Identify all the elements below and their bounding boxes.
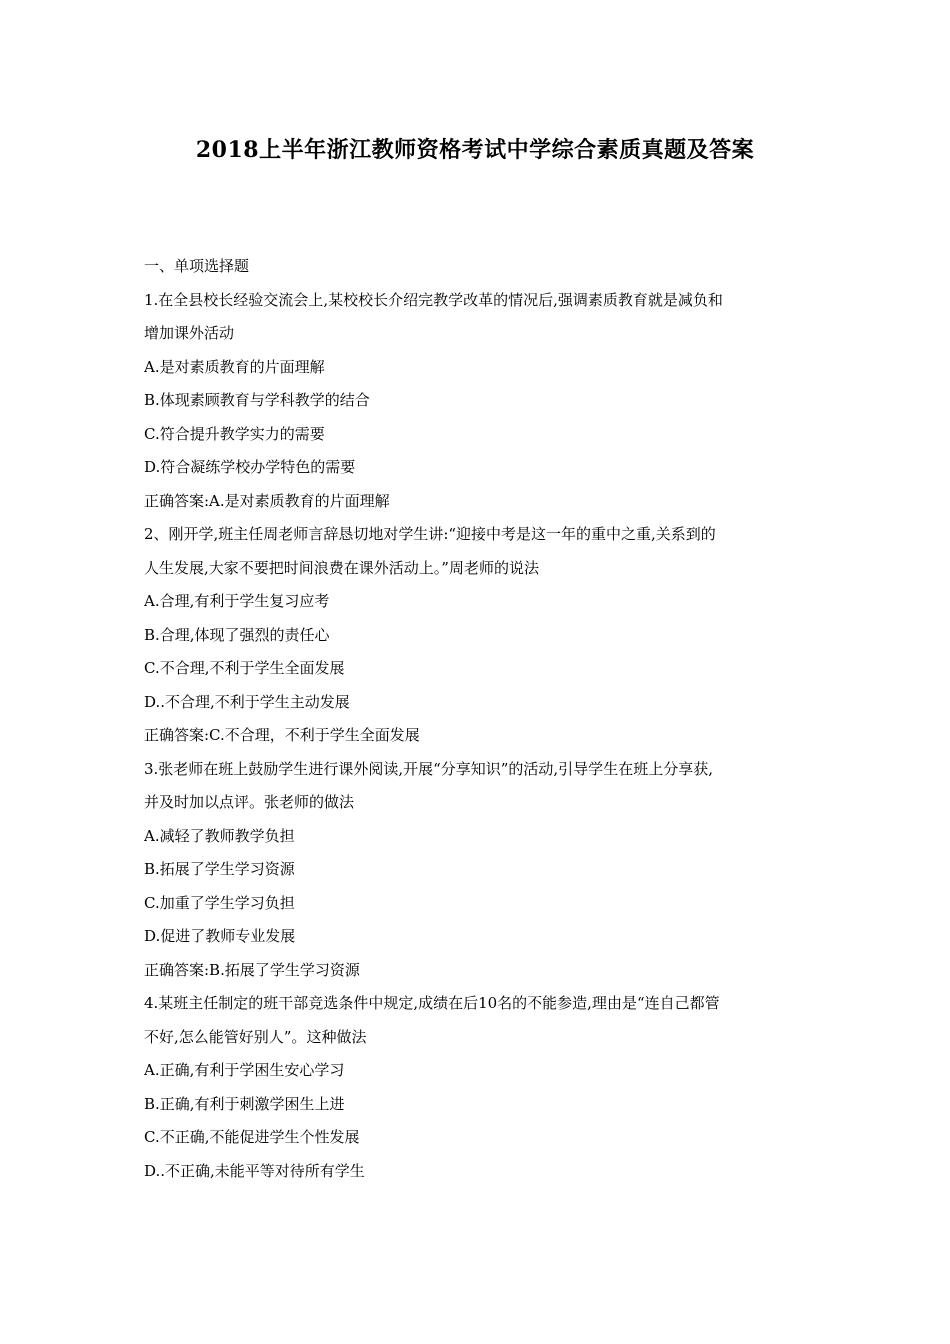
question-1-option-d: D.符合凝练学校办学特色的需要 [144,458,356,476]
question-4-option-b: B.正确,有利于刺激学困生上进 [144,1094,345,1113]
question-3-text-cont: 并及时加以点评。张老师的做法 [144,793,355,811]
question-3-option-a: A.减轻了教师教学负担 [144,826,295,845]
question-2-option-c: C.不合理,不利于学生全面发展 [144,659,345,677]
section-heading: 一、单项选择题 [144,257,250,275]
question-1-option-a: A.是对素质教育的片面理解 [144,357,325,376]
question-1-option-b: B.体现素顾教育与学科教学的结合 [144,391,370,409]
question-3-option-b: B.拓展了学生学习资源 [144,860,295,878]
question-4-option-d: D..不正确,未能平等对待所有学生 [144,1161,365,1180]
question-1-answer: 正确答案:A.是对素质教育的片面理解 [144,491,390,510]
question-2-option-d: D..不合理,不利于学生主动发展 [144,692,350,711]
question-1-text-cont: 增加课外活动 [144,324,235,342]
question-3-text: 3.张老师在班上鼓励学生进行课外阅读,开展“分享知识”的活动,引导学生在班上分享获, [144,759,713,778]
question-2-text: 2、刚开学,班主任周老师言辞恳切地对学生讲:“迎接中考是这一年的重中之重,关系到的 [144,525,716,543]
question-3-option-c: C.加重了学生学习负担 [144,893,295,912]
question-4-text-cont: 不好,怎么能管好别人”。这种做法 [144,1027,367,1046]
question-2-answer: 正确答案:C.不合理，不利于学生全面发展 [144,726,420,744]
question-2-option-a: A.合理,有利于学生复习应考 [144,592,330,610]
question-2-text-cont: 人生发展,大家不要把时间浪费在课外活动上。”周老师的说法 [144,558,539,577]
question-1-text: 1.在全县校长经验交流会上,某校校长介绍完教学改革的情况后,强调素质教育就是减负和 [144,290,723,309]
question-4-text: 4.某班主任制定的班干部竞选条件中规定,成绩在后10名的不能参造,理由是“连自己都管 [144,994,720,1012]
question-4-option-a: A.正确,有利于学困生安心学习 [144,1061,345,1079]
question-1-option-c: C.符合提升教学实力的需要 [144,424,325,443]
question-3-option-d: D.促进了教师专业发展 [144,927,296,945]
question-2-option-b: B.合理,体现了强烈的责任心 [144,625,330,644]
document-title: 2018上半年浙江教师资格考试中学综合素质真题及答案 [195,137,755,163]
document-body [144,250,814,1188]
question-3-answer: 正确答案:B.拓展了学生学习资源 [144,960,360,979]
question-4-option-c: C.不正确,不能促进学生个性发展 [144,1128,360,1146]
